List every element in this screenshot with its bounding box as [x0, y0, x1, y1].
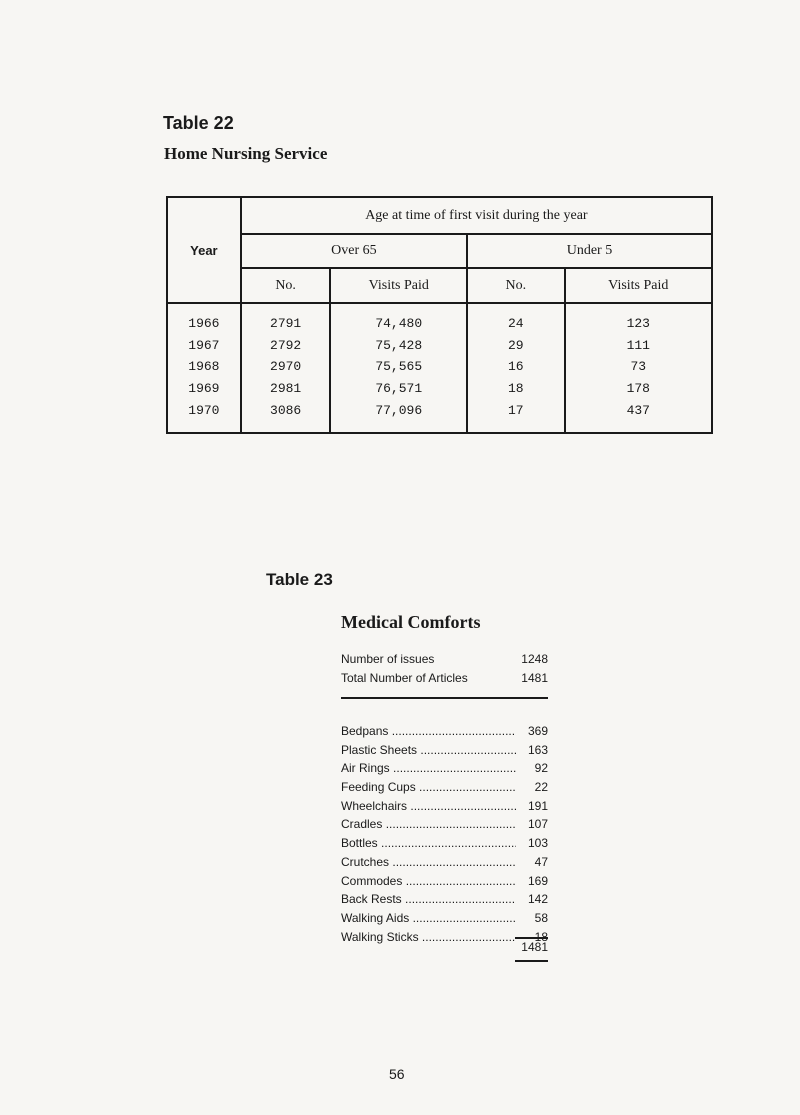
year-cell: 1969: [167, 378, 241, 400]
table-row: [167, 303, 712, 334]
list-item: [341, 872, 548, 891]
item-label: Commodes .....: [341, 872, 516, 891]
item-label: Cradles .....: [341, 815, 516, 834]
under-5-no-cell: 18: [467, 378, 565, 400]
under-5-header: Under 5: [467, 234, 712, 268]
total-rule-bottom: [515, 960, 548, 962]
over-65-no-cell: 2970: [241, 356, 331, 378]
year-cell: 1970: [167, 400, 241, 433]
list-item: [341, 890, 548, 909]
page-number: 56: [389, 1066, 405, 1082]
list-item: [341, 741, 548, 760]
over-65-no-cell: 2792: [241, 334, 331, 356]
item-label: Crutches .....: [341, 853, 516, 872]
year-header: Year: [167, 197, 241, 303]
summary-value: 1481: [521, 671, 548, 685]
issues-summary: [341, 650, 548, 688]
table-row: [167, 378, 712, 400]
table-23-subtitle: Medical Comforts: [341, 612, 481, 632]
over-65-visits-cell: 75,565: [330, 356, 467, 378]
list-item: [341, 722, 548, 741]
divider-rule: [341, 697, 548, 699]
item-label: Walking Aids .....: [341, 909, 516, 928]
under-5-visits-cell: 178: [565, 378, 712, 400]
under-5-visits-header: Visits Paid: [565, 268, 712, 303]
item-label: Back Rests .....: [341, 890, 516, 909]
list-item: [341, 834, 548, 853]
item-value: 169: [527, 873, 548, 888]
item-value: 369: [527, 724, 548, 738]
item-label: Air Rings .....: [341, 759, 516, 778]
under-5-no-cell: 29: [467, 334, 565, 356]
under-5-visits-cell: 73: [565, 356, 712, 378]
over-65-visits-header: Visits Paid: [330, 268, 467, 303]
table-row: [167, 356, 712, 378]
table-row: [167, 334, 712, 356]
summary-row: [341, 669, 548, 688]
over-65-no-cell: 2791: [241, 303, 331, 334]
under-5-visits-cell: 437: [565, 400, 712, 433]
item-value: 47: [534, 854, 548, 869]
list-item: [341, 797, 548, 816]
item-value: 107: [527, 817, 548, 832]
year-cell: 1966: [167, 303, 241, 334]
over-65-no-header: No.: [241, 268, 331, 303]
over-65-visits-cell: 76,571: [330, 378, 467, 400]
age-group-header: Age at time of first visit during the year: [241, 197, 712, 234]
table-23-title: Table 23: [266, 570, 333, 589]
item-label: Walking Sticks .....: [341, 928, 516, 947]
under-5-visits-cell: 123: [565, 303, 712, 334]
list-item: [341, 778, 548, 797]
over-65-no-cell: 3086: [241, 400, 331, 433]
item-label: Bottles .....: [341, 834, 516, 853]
table-22-title: Table 22: [163, 113, 234, 133]
item-value: 103: [527, 836, 548, 851]
articles-list: [341, 722, 548, 946]
under-5-visits-cell: 111: [565, 334, 712, 356]
under-5-no-header: No.: [467, 268, 565, 303]
under-5-no-cell: 17: [467, 400, 565, 433]
year-cell: 1968: [167, 356, 241, 378]
item-label: Plastic Sheets .....: [341, 741, 516, 760]
total-rule-top: [515, 937, 548, 939]
list-item: [341, 759, 548, 778]
item-value: 58: [534, 910, 548, 925]
item-label: Feeding Cups .....: [341, 778, 516, 797]
item-value: 191: [527, 798, 548, 813]
articles-total: 1481: [521, 940, 548, 954]
item-value: 142: [527, 892, 548, 907]
summary-value: 1248: [521, 652, 548, 666]
summary-row: [341, 650, 548, 669]
summary-label: Number of issues: [341, 652, 435, 666]
item-value: 22: [534, 780, 548, 795]
home-nursing-table: [166, 196, 713, 434]
item-label: Wheelchairs .....: [341, 797, 516, 816]
year-cell: 1967: [167, 334, 241, 356]
list-item: [341, 909, 548, 928]
over-65-visits-cell: 77,096: [330, 400, 467, 433]
list-item: [341, 815, 548, 834]
under-5-no-cell: 16: [467, 356, 565, 378]
under-5-no-cell: 24: [467, 303, 565, 334]
item-label: Bedpans .....: [341, 722, 516, 741]
table-22-subtitle: Home Nursing Service: [164, 144, 328, 163]
over-65-visits-cell: 75,428: [330, 334, 467, 356]
list-item: [341, 853, 548, 872]
over-65-no-cell: 2981: [241, 378, 331, 400]
item-value: 163: [527, 742, 548, 757]
item-value: 92: [534, 761, 548, 776]
summary-label: Total Number of Articles: [341, 671, 468, 685]
over-65-header: Over 65: [241, 234, 467, 268]
over-65-visits-cell: 74,480: [330, 303, 467, 334]
table-row: [167, 400, 712, 433]
